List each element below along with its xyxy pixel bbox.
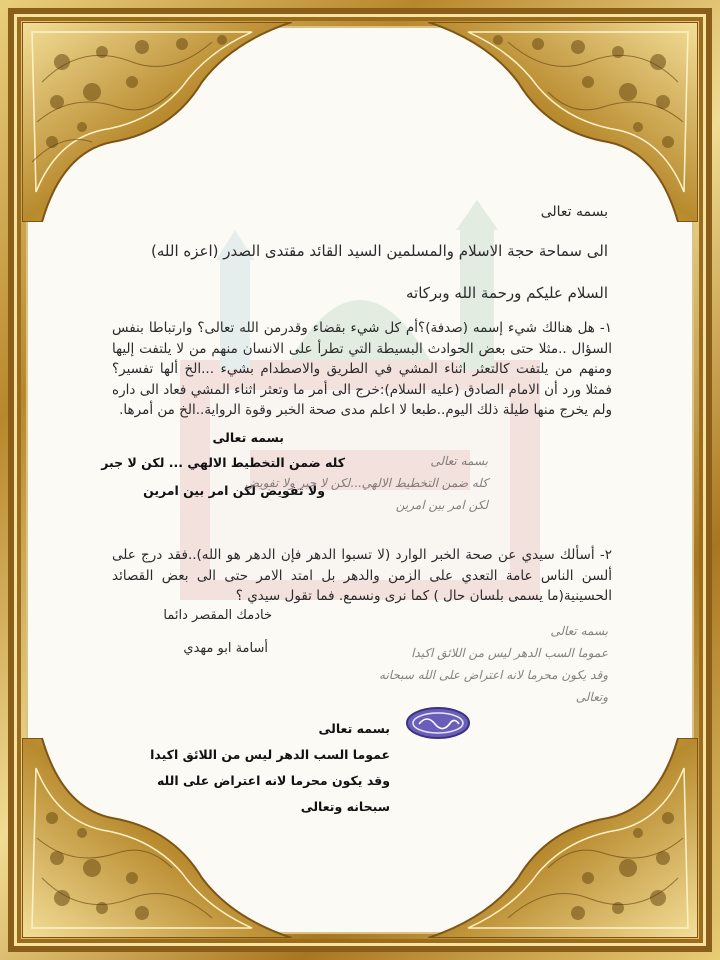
handwritten-1-line-1: بسمه تعالى: [430, 454, 488, 468]
handwritten-answer-1: [245, 450, 488, 516]
answer-1-title: بسمه تعالى: [212, 430, 284, 445]
letter-closing: خادمك المقصر دائما: [163, 608, 272, 623]
answer-2-title: بسمه تعالى: [318, 721, 390, 736]
handwritten-answer-2: [379, 620, 608, 708]
handwritten-1-line-2: كله ضمن التخطيط الالهي...لكن لا جبر ولا تفويض: [244, 476, 488, 490]
answer-2-block: [150, 716, 390, 820]
answer-1-line-1: كله ضمن التخطيط الالهي ... لكن لا جبر: [101, 455, 345, 470]
letter-recipient: الى سماحة حجة الاسلام والمسلمين السيد القائد مقتدى الصدر (اعزه الله): [151, 242, 608, 260]
handwritten-2-line-3: وقد يكون محرما لانه اعتراض على الله سبحانه: [379, 668, 608, 682]
answer-2-line-2: وقد يكون محرما لانه اعتراض على الله: [156, 773, 390, 788]
question-2: ٢- أسألك سيدي عن صحة الخبر الوارد (لا تسبوا الدهر فإن الدهر هو الله)..فقد درج على ألسن الناس عامة التعدي على الزمن والدهر بل امتد الامر حتى الى بعض القصائد الحسينية(ما يسمى بلسان حال ) كما نرى ونسمع. فما تقول سيدي ؟: [112, 547, 612, 604]
answer-2-line-3: سبحانه وتعالى: [300, 799, 390, 814]
ornament-corner-icon: [22, 22, 292, 222]
question-1: ١- هل هنالك شيء إسمه (صدفة)؟أم كل شيء بقضاء وقدرمن الله تعالى؟ وارتباطا بنفس السؤال ..مثلا حتى بعض الحوادث البسيطة التي تطرأ على الانسان منهم من لا يلتفت إليها ومنهم من يلتفت كالتعثر اثناء المشي في الطريق والاصطدام بشيء ...الخ ألها تفسير؟ فمثلا ورد أن الامام الصادق (عليه السلام):خرج الى أمر ما وتعثر اثناء المشي فعاد الى داره ولم يخرج منها طيلة ذلك اليوم..طبعا لا اعلم مدى صحة الخبر وقوة الرواية..الخ من أمرها.: [112, 320, 612, 418]
answer-1-line-2: ولا تفويض لكن امر بين امرين: [143, 483, 325, 498]
handwritten-2-line-4: وتعالى: [575, 690, 608, 704]
handwritten-2-line-1: بسمه تعالى: [550, 624, 608, 638]
letter-greeting: السلام عليكم ورحمة الله وبركاته: [406, 284, 608, 302]
sender-name: أسامة ابو مهدي: [183, 641, 268, 656]
letter-basmala: بسمه تعالى: [540, 204, 608, 220]
handwritten-2-line-2: عموما السب الدهر ليس من اللائق اكيدا: [411, 646, 608, 660]
ornament-corner-icon: [428, 738, 698, 938]
ornament-corner-icon: [428, 22, 698, 222]
seal-stamp-icon: [405, 706, 471, 740]
handwritten-1-line-3: لكن امر بين امرين: [395, 498, 488, 512]
answer-2-line-1: عموما السب الدهر ليس من اللائق اكيدا: [150, 747, 390, 762]
